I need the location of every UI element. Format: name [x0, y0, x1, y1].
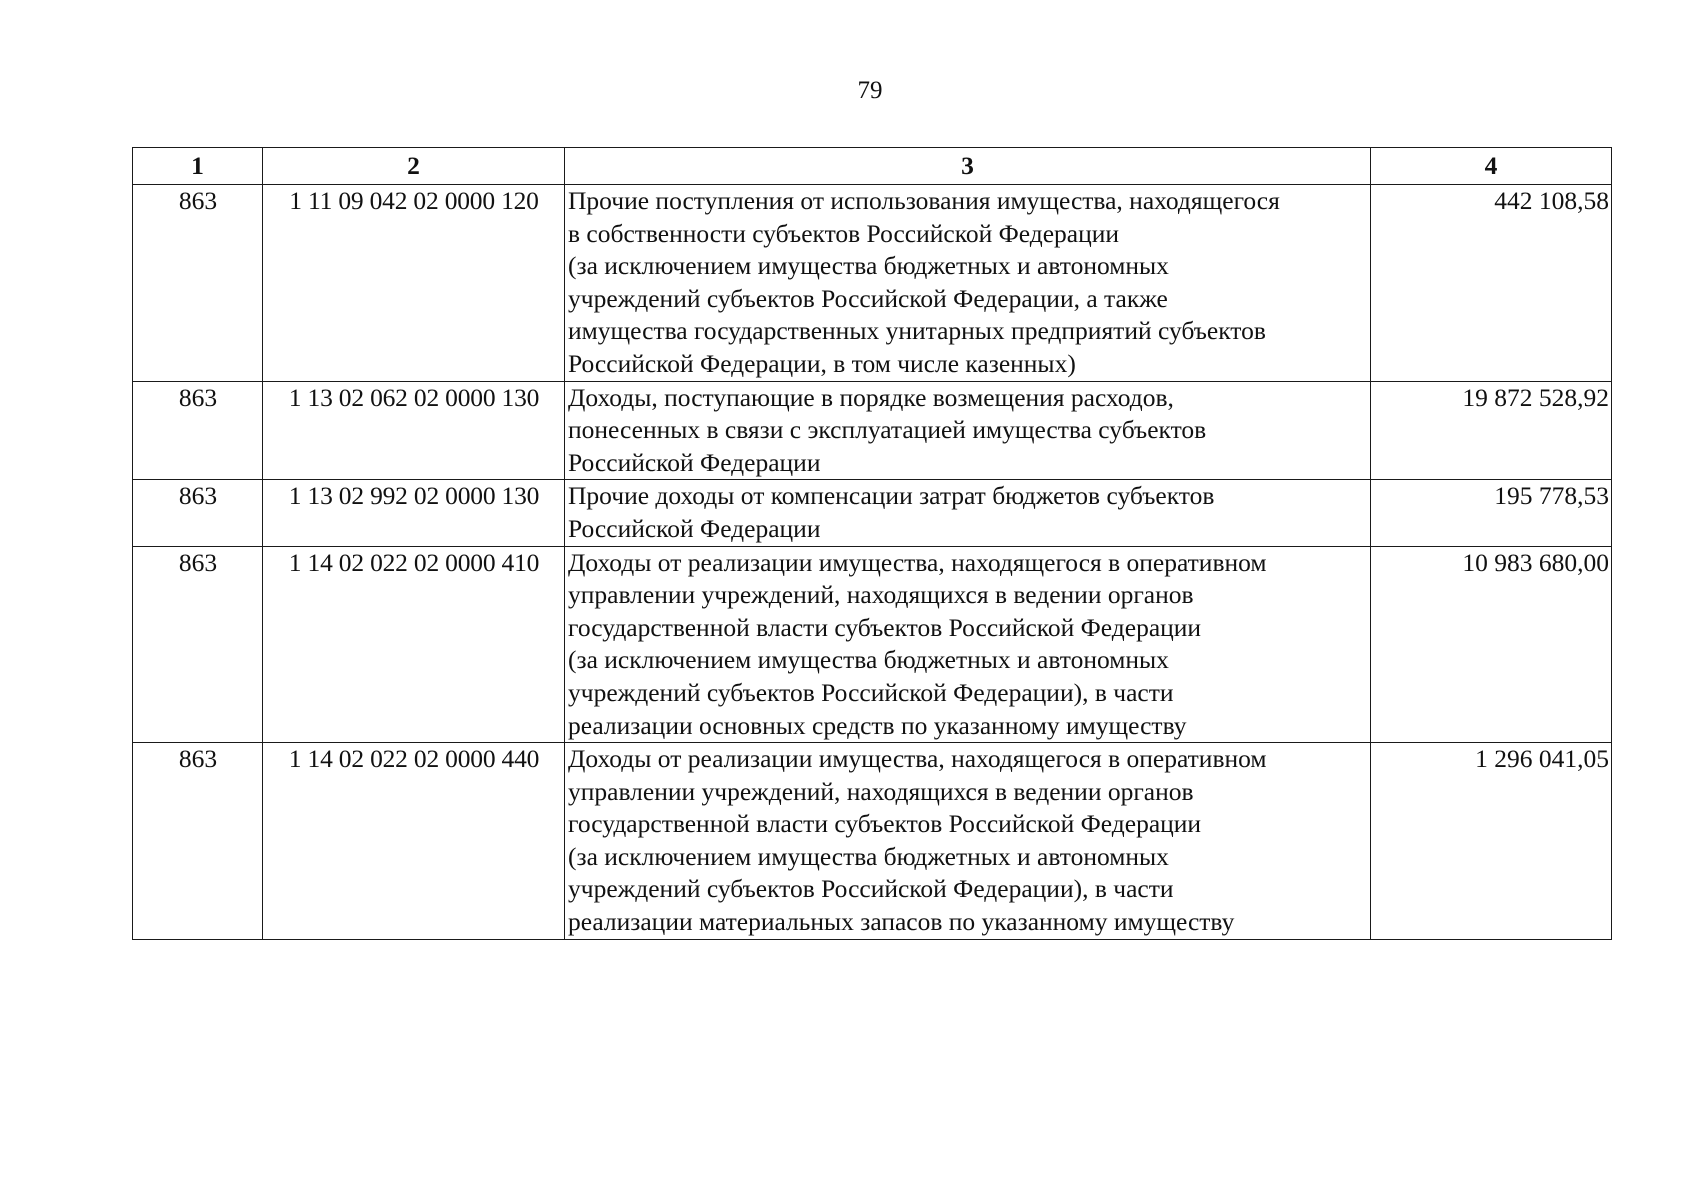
revenue-name-line: Доходы от реализации имущества, находящегося в оперативном	[568, 547, 1267, 577]
revenue-name-line: Прочие доходы от компенсации затрат бюджетов субъектов	[568, 481, 1215, 511]
revenue-name-cell	[565, 546, 1371, 743]
table-row	[133, 185, 1612, 382]
table-row	[133, 381, 1612, 480]
budget-code-cell: 1 13 02 992 02 0000 130	[263, 480, 565, 546]
revenue-name-line: (за исключением имущества бюджетных и автономных	[568, 841, 1169, 871]
budget-code-cell: 1 14 02 022 02 0000 410	[263, 546, 565, 743]
revenue-name-line: понесенных в связи с эксплуатацией имущества субъектов	[568, 415, 1207, 445]
amount-cell: 195 778,53	[1371, 480, 1612, 546]
table-body	[133, 185, 1612, 940]
table-row	[133, 480, 1612, 546]
revenue-name-line: управлении учреждений, находящихся в ведении органов	[568, 776, 1194, 806]
revenue-name-line: Прочие поступления от использования имущества, находящегося	[568, 186, 1280, 215]
revenue-name-line: реализации основных средств по указанному имуществу	[568, 710, 1187, 740]
revenue-name-line: Доходы от реализации имущества, находящегося в оперативном	[568, 744, 1267, 774]
revenue-name-line: Доходы, поступающие в порядке возмещения расходов,	[568, 382, 1174, 412]
revenue-name-line: (за исключением имущества бюджетных и автономных	[568, 645, 1169, 675]
revenue-table	[132, 147, 1612, 940]
amount-cell: 442 108,58	[1371, 185, 1612, 382]
table-header-row	[133, 148, 1612, 185]
revenue-name-cell	[565, 480, 1371, 546]
amount-cell: 10 983 680,00	[1371, 546, 1612, 743]
amount-cell: 19 872 528,92	[1371, 381, 1612, 480]
revenue-name-line: Российской Федерации	[568, 513, 821, 543]
revenue-name-line: учреждений субъектов Российской Федерации), в части	[568, 874, 1174, 904]
admin-code-cell: 863	[133, 480, 263, 546]
admin-code-cell: 863	[133, 185, 263, 382]
admin-code-cell: 863	[133, 546, 263, 743]
admin-code-cell: 863	[133, 743, 263, 940]
revenue-name-line: управлении учреждений, находящихся в ведении органов	[568, 580, 1194, 610]
column-header-3: 3	[565, 148, 1371, 185]
column-header-4: 4	[1371, 148, 1612, 185]
revenue-name-line: в собственности субъектов Российской Федерации	[568, 218, 1120, 248]
revenue-name-line: реализации материальных запасов по указанному имуществу	[568, 907, 1235, 937]
budget-code-cell: 1 14 02 022 02 0000 440	[263, 743, 565, 940]
revenue-name-line: учреждений субъектов Российской Федерации, а также	[568, 283, 1168, 313]
revenue-name-line: учреждений субъектов Российской Федерации), в части	[568, 677, 1174, 707]
revenue-name-line: (за исключением имущества бюджетных и автономных	[568, 251, 1169, 281]
revenue-name-cell	[565, 381, 1371, 480]
page-number: 79	[857, 77, 883, 104]
column-header-2: 2	[263, 148, 565, 185]
budget-code-cell: 1 11 09 042 02 0000 120	[263, 185, 565, 382]
column-header-1: 1	[133, 148, 263, 185]
revenue-name-line: государственной власти субъектов Российской Федерации	[568, 612, 1202, 642]
revenue-name-line: Российской Федерации	[568, 447, 821, 477]
revenue-name-cell	[565, 185, 1371, 382]
amount-cell: 1 296 041,05	[1371, 743, 1612, 940]
table-row	[133, 743, 1612, 940]
admin-code-cell: 863	[133, 381, 263, 480]
budget-code-cell: 1 13 02 062 02 0000 130	[263, 381, 565, 480]
table-row	[133, 546, 1612, 743]
revenue-name-line: Российской Федерации, в том числе казенных)	[568, 348, 1076, 378]
revenue-name-line: государственной власти субъектов Российской Федерации	[568, 809, 1202, 839]
revenue-name-line: имущества государственных унитарных предприятий субъектов	[568, 316, 1266, 346]
revenue-name-cell	[565, 743, 1371, 940]
